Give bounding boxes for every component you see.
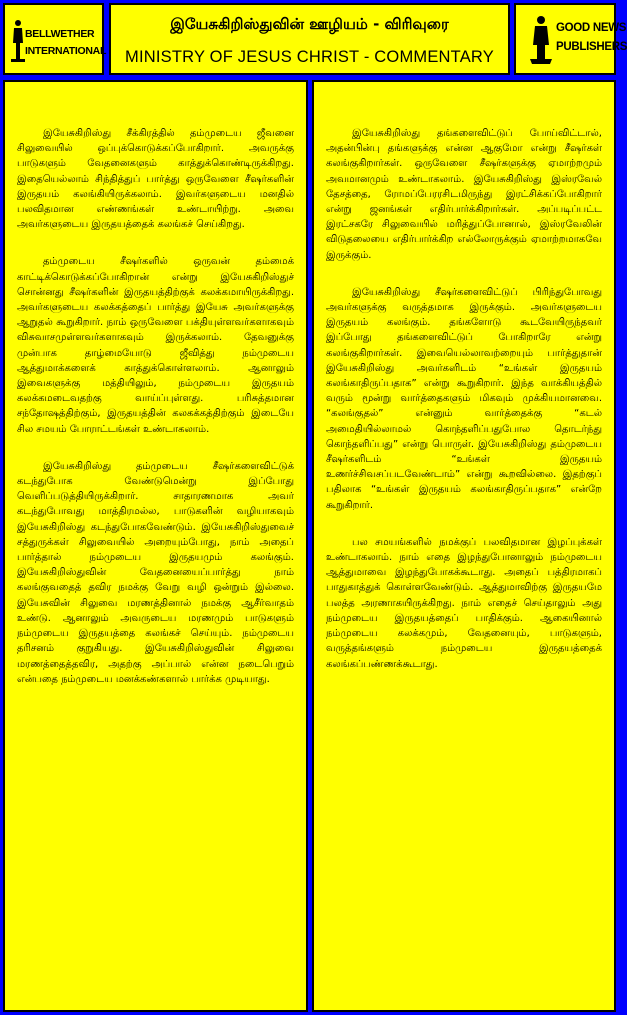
- bellwether-subtitle: INTERNATIONAL: [25, 45, 107, 57]
- page-title-tamil: இயேசுகிறிஸ்துவின் ஊழியம் - விரிவுரை: [170, 15, 449, 33]
- left-column-text: [17, 126, 294, 1000]
- bellwether-name: BELLWETHER: [25, 28, 95, 40]
- paragraph: தம்முடைய சீஷர்களில் ஒருவன் தம்மைக் காட்டிக்கொடுக்கப்போகிறான் என்று இயேசுகிறிஸ்துச் சொன்னது சீஷர்களின் இருதயத்திற்குக் கலக்கமாயிருக்கிறது. அவர்களுடைய கலக்கத்தைப் பார்த்து இயேசு அவர்களுக்கு ஆறுதல் கூறுகிறார். நாம் ஒருவேளை பக்தியுள்ளவர்களாகவும் விசுவாசமுள்ளவர்களாகவும் இருக்கலாம். தேவனுக்கு முன்பாக தாழ்மையோடு ஜீவித்து நம்முடைய ஆத்துமாக்களைக் காத்துக்கொள்ளலாம். ஆனாலும் இவைகளுக்கு மத்தியிலும், நம்முடைய இருதயம் கலக்கமடைவதற்கு வாய்ப்புள்ளது. பரிசுத்தமான சந்தோஷத்திற்கும், இருதயத்தின் கலகக்கத்திற்கும் இடையே சில சமயம் போராட்டங்கள் உண்டாகலாம்.: [17, 256, 294, 435]
- good-news-logo: [514, 3, 627, 75]
- left-column: [3, 80, 308, 1012]
- good-news-figure-icon: [530, 15, 552, 65]
- bellwether-figure-icon: [11, 19, 25, 63]
- good-news-subtitle: PUBLISHERS: [556, 41, 627, 53]
- paragraph: பல சமயங்களில் நமக்குப் பலவிதமான இழப்புக்கள் உண்டாகலாம். நாம் எதை இழந்துபோனாலும் நம்முடைய ஆத்துமாவை இழந்துபோகக்கூடாது. அதைப் பத்திரமாகப் பாதுகாத்துக் கொள்ளவேண்டும். ஆத்துமாவிற்கு இருதயமே பலத்த அரணாகயிருக்கிறது. நாம் எதைச் செய்தாலும் அது நம்முடைய இருதயத்தைப் பாதிக்கும். ஆகையினால் நம்முடைய கலக்கமும், வேதனையும், பாடுகளும், வருத்தங்களும் நம்முடைய இருதயத்தைக் கலங்கப்பண்ணக்கூடாது.: [326, 536, 602, 670]
- right-column-text: [326, 126, 602, 1000]
- bellwether-logo: [3, 3, 107, 75]
- paragraph: இயேசுகிறிஸ்து தம்முடைய சீஷர்களைவிட்டுக் கடந்துபோக வேண்டுமென்று இப்போது வெளிப்படுத்தியிருக்கிறார். சாதாரணமாக அவர் கடந்துபோவது மாத்திரமல்ல, பாடுகளின் வழியாகவும் இயேசுகிறிஸ்து கடந்துபோகவேண்டும். இயேசுகிறிஸ்துவைச் சத்துருக்கள் சிலுவையில் அறையும்போது, நாம் அதைப் பார்த்தால் நம்முடைய இருதயமும் கலங்கும். இயேசுகிறிஸ்துவின் வேதனையைப்பார்த்து நாம் கலங்குவதைத் தவிர நமக்கு வேறு வழி ஒன்றும் இல்லை. இயேசுவின் சிலுவை மரணத்தினால் நமக்கு ஆசீர்வாதம் உண்டு. ஆனாலும் அவருடைய மரணமும் பாடுகளும் நம்முடைய இருதயத்தை கலங்கச் செய்யும். நம்முடைய தரிசனம் குறுகியது. இயேசுகிறிஸ்துவின் சிலுவை மரணத்தைத்தவிர, அதற்கு அப்பால் என்ன நடைபெறும் என்பதை நம்முடைய மனக்கண்களால் பார்க்க முடியாது.: [17, 460, 294, 685]
- paragraph: இயேசுகிறிஸ்து சீஷர்களைவிட்டுப் பிரிந்துபோவது அவர்களுக்கு வருத்தமாக இருக்கும். அவர்களுடைய இருதயம் கலங்கும். தங்களோடு கூடவேயிருந்தவர் இப்போது தங்களைவிட்டுப் போகிறாரே என்று கலங்குகிறார்கள். இவையெல்லாவற்றையும் பார்த்துதான் இயேசுகிறிஸ்து அவர்களிடம் “உங்கள் இருதயம் கலங்காதிருப்பதாக” என்று கூறுகிறார். இந்த வாக்கியத்தில் வரும் மூன்று வார்த்தைகளும் மிகவும் முக்கியமானவை. “கலங்குதல்” என்னும் வார்த்தைக்கு “கடல் அமைதியில்லாமல் கொந்தளிப்பதுபோல தொடர்ந்து கொந்தளிப்பது” என்று பொருள். இயேசுகிறிஸ்து தம்முடைய சீஷர்களிடம் “உங்கள் இருதயம் உணர்ச்சிவசப்படவேண்டாம்” என்று கூறவில்லை. இதற்குப் பதிலாக “உங்கள் இருதயம் கலங்காதிருப்பதாக” என்றே கூறுகிறார்.: [326, 286, 602, 511]
- page-title-english: MINISTRY OF JESUS CHRIST - COMMENTARY: [125, 48, 494, 66]
- paragraph: இயேசுகிறிஸ்து சீக்கிரத்தில் தம்முடைய ஜீவனை சிலுவையில் ஒப்புக்கொடுக்கப்போகிறார். அவருக்கு பாடுகளும் வேதனைகளும் காத்துக்கொண்டிருக்கிறது. இதையெல்லாம் சிந்தித்துப் பார்த்து ஒருவேளை சீஷர்களின் இருதயம் கலங்கியிருக்கலாம். இவர்களுடைய மனதில் பலவிதமான எண்ணங்கள் உண்டாயிற்று. அவை அவர்களுடைய இருதயத்தைக் கலங்கச் செய்கிறது.: [17, 128, 294, 231]
- paragraph: இயேசுகிறிஸ்து தங்களைவிட்டுப் போய்விட்டால், அதன்பின்பு தங்களுக்கு என்ன ஆகுமோ என்று சீஷர்கள் கலங்குகிறார்கள். ஒருவேளை சீஷர்களுக்கு ஏமாற்றமும் அவமானமும் உண்டாகலாம். இயேசுகிறிஸ்து இஸ்ரவேல் தேசத்தை, ரோமப்பேரரசிடமிருந்து இரட்சிக்கப்போகிறார் என்று ஜனங்கள் எதிர்பார்க்கிறார்கள். அப்படிப்பட்ட இரட்சகரே சிலுவையில் மரித்துப்போனால், இஸ்ரவேலின் விடுதலையை எதிர்பார்க்கிற எல்லோருக்கும் ஏமாற்றமாகவே இருக்கும்.: [326, 128, 602, 261]
- title-banner: [109, 3, 510, 75]
- good-news-name: GOOD NEWS: [556, 22, 627, 34]
- right-column: [312, 80, 616, 1012]
